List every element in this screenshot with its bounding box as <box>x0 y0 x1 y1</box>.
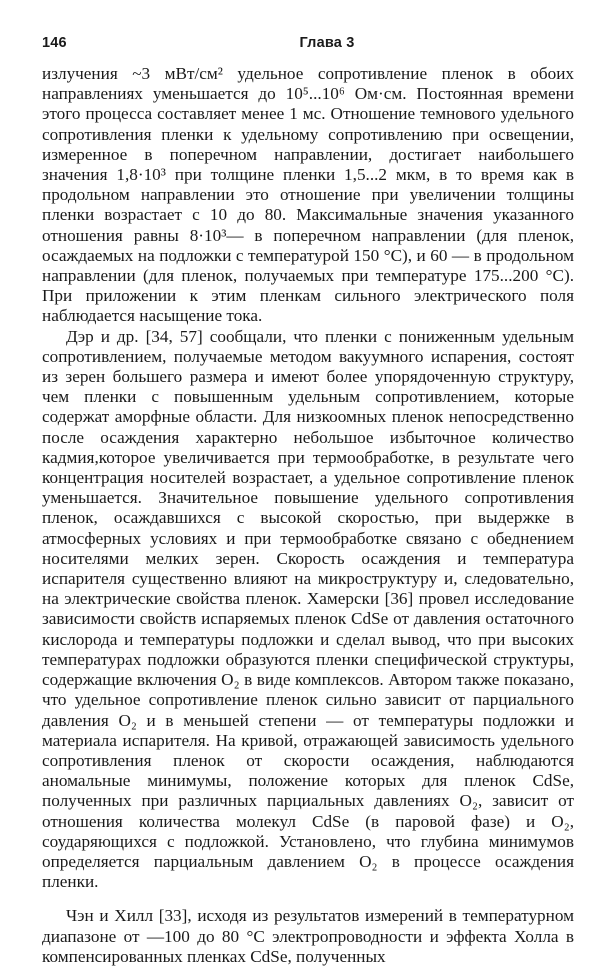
paragraph: излучения ~3 мВт/см² удельное сопротивление пленок в обоих направлениях уменьшается до 10⁵...10⁶ Ом·см. Постоянная времени этого процесса составляет менее 1 мс. Отношение темнового удельного сопротивления пленки к удельному сопротивлению при освещении, измеренное в поперечном направлении, достигает наибольшего значения 1,8·10³ при толщине пленки 1,5...2 мкм, в то время как в продольном направлении это отношение при увеличении толщины пленки возрастает с 10 до 80. Максимальные значения указанного отношения равны 8·10³— в поперечном направлении (для пленок, осаждаемых на подложки с температурой 150 °C), и 60 — в продольном направлении (для пленок, получаемых при температуре 175...200 °C). При приложении к этим пленкам сильного электрического поля наблюдается насыщение тока. <box>42 64 574 326</box>
body-text <box>42 64 574 967</box>
page-number: 146 <box>42 35 67 51</box>
page-header <box>42 28 574 52</box>
paragraph: Дэр и др. [34, 57] сообщали, что пленки с пониженным удельным сопротивлением, получаемые методом вакуумного испарения, состоят из зерен большего размера и имеют более упорядоченную структуру, чем пленки с повышенным удельным сопротивлением, которые содержат аморфные области. Для низкоомных пленок непосредственно после осаждения характерно небольшое избыточное количество кадмия,которое увеличивается при термообработке, в результате чего концентрация носителей возрастает, а удельное сопротивление пленок уменьшается. Значительное повышение удельного сопротивления пленок, осаждавшихся с высокой скоростью, при выдержке в атмосферных условиях и при термообработке связано с обеднением носителями мелких зерен. Скорость осаждения и температура испарителя существенно влияют на микроструктуру и, следовательно, на электрические свойства пленок. Хамерски [36] провел исследование зависимости свойств испаряемых пленок CdSe от давления остаточного кислорода и температуры подложки и сделал вывод, что при высоких температурах подложки образуются пленки специфической структуры, содержащие включения O₂ в виде комплексов. Автором также показано, что удельное сопротивление пленок сильно зависит от парциального давления O₂ и в меньшей степени — от температуры подложки и материала испарителя. На кривой, отражающей зависимость удельного сопротивления пленок от скорости осаждения, наблюдаются аномальные минимумы, положение которых для пленок CdSe, полученных при различных парциальных давлениях O₂, зависит от отношения количества молекул CdSe (в паровой фазе) и O₂, соударяющихся с подложкой. Установлено, что глубина минимумов определяется парциальным давлением O₂ в процессе осаждения пленки. <box>42 326 574 892</box>
chapter-title: Глава 3 <box>299 35 355 51</box>
paragraph: Чэн и Хилл [33], исходя из результатов измерений в температурном диапазоне от —100 до 80 °C электропроводности и эффекта Холла в компенсированных пленках CdSe, полученных <box>42 906 574 966</box>
document-page <box>42 28 574 966</box>
